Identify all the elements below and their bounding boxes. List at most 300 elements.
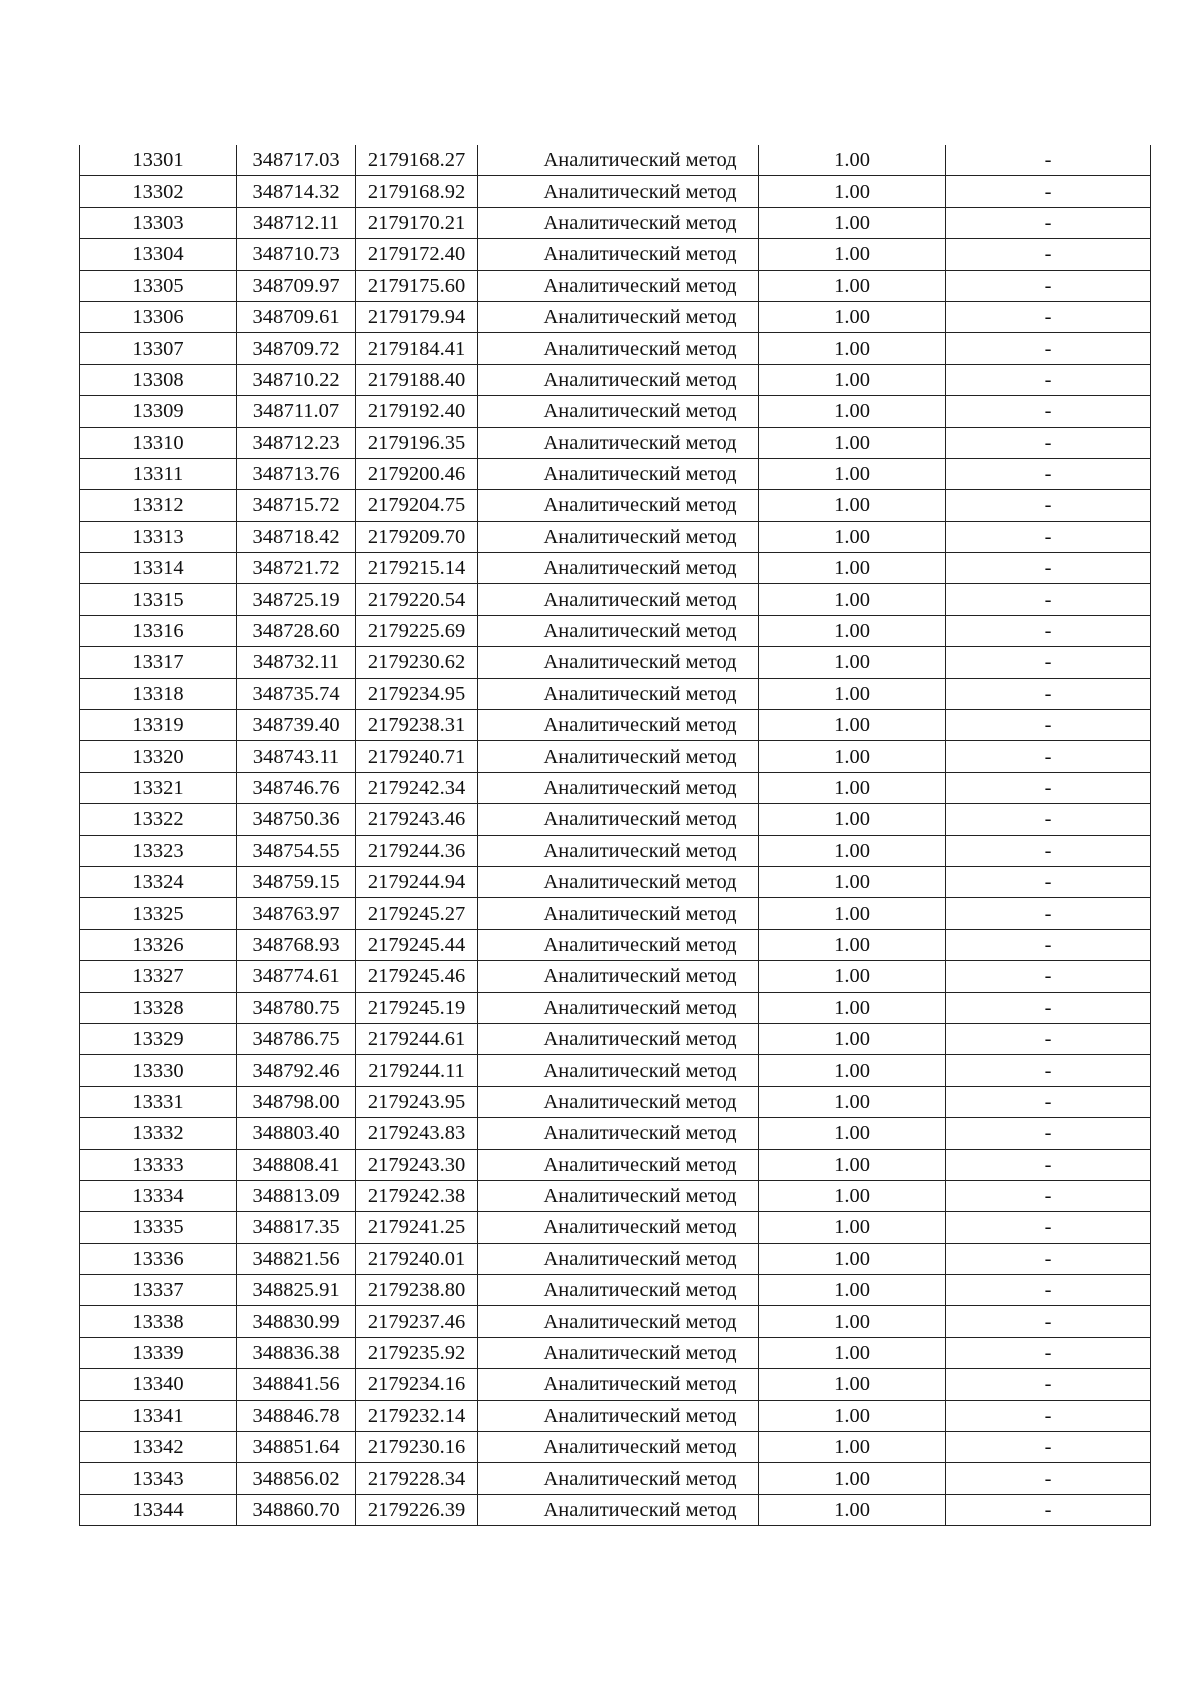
description-cell: - [946,1149,1151,1180]
point-number-cell: 13309 [80,396,237,427]
y-coordinate-cell: 2179242.38 [356,1180,478,1211]
table-row [80,710,1151,741]
accuracy-cell: 1.00 [759,176,946,207]
accuracy-cell: 1.00 [759,647,946,678]
x-coordinate-cell: 348860.70 [237,1494,356,1525]
accuracy-cell: 1.00 [759,1306,946,1337]
x-coordinate-cell: 348710.22 [237,364,356,395]
y-coordinate-cell: 2179241.25 [356,1212,478,1243]
accuracy-cell: 1.00 [759,1432,946,1463]
description-cell: - [946,207,1151,238]
y-coordinate-cell: 2179168.27 [356,145,478,176]
table-row [80,678,1151,709]
point-number-cell: 13303 [80,207,237,238]
description-cell: - [946,992,1151,1023]
table-row [80,584,1151,615]
table-row [80,647,1151,678]
accuracy-cell: 1.00 [759,270,946,301]
table-row [80,1118,1151,1149]
x-coordinate-cell: 348821.56 [237,1243,356,1274]
method-cell: Аналитический метод [478,961,759,992]
y-coordinate-cell: 2179220.54 [356,584,478,615]
method-cell: Аналитический метод [478,898,759,929]
y-coordinate-cell: 2179200.46 [356,458,478,489]
y-coordinate-cell: 2179245.44 [356,929,478,960]
accuracy-cell: 1.00 [759,1243,946,1274]
point-number-cell: 13311 [80,458,237,489]
accuracy-cell: 1.00 [759,239,946,270]
point-number-cell: 13342 [80,1432,237,1463]
x-coordinate-cell: 348792.46 [237,1055,356,1086]
point-number-cell: 13301 [80,145,237,176]
y-coordinate-cell: 2179245.19 [356,992,478,1023]
accuracy-cell: 1.00 [759,961,946,992]
x-coordinate-cell: 348725.19 [237,584,356,615]
point-number-cell: 13320 [80,741,237,772]
accuracy-cell: 1.00 [759,898,946,929]
accuracy-cell: 1.00 [759,333,946,364]
method-cell: Аналитический метод [478,521,759,552]
method-cell: Аналитический метод [478,239,759,270]
method-cell: Аналитический метод [478,1275,759,1306]
y-coordinate-cell: 2179184.41 [356,333,478,364]
table-row [80,396,1151,427]
method-cell: Аналитический метод [478,1180,759,1211]
x-coordinate-cell: 348851.64 [237,1432,356,1463]
method-cell: Аналитический метод [478,333,759,364]
x-coordinate-cell: 348728.60 [237,615,356,646]
point-number-cell: 13307 [80,333,237,364]
description-cell: - [946,1055,1151,1086]
x-coordinate-cell: 348808.41 [237,1149,356,1180]
table-row [80,270,1151,301]
description-cell: - [946,1432,1151,1463]
y-coordinate-cell: 2179188.40 [356,364,478,395]
table-row [80,992,1151,1023]
accuracy-cell: 1.00 [759,1118,946,1149]
point-number-cell: 13321 [80,772,237,803]
point-number-cell: 13323 [80,835,237,866]
description-cell: - [946,553,1151,584]
description-cell: - [946,145,1151,176]
description-cell: - [946,898,1151,929]
method-cell: Аналитический метод [478,270,759,301]
description-cell: - [946,615,1151,646]
y-coordinate-cell: 2179244.36 [356,835,478,866]
x-coordinate-cell: 348856.02 [237,1463,356,1494]
description-cell: - [946,458,1151,489]
table-row [80,835,1151,866]
x-coordinate-cell: 348712.11 [237,207,356,238]
y-coordinate-cell: 2179245.27 [356,898,478,929]
x-coordinate-cell: 348825.91 [237,1275,356,1306]
x-coordinate-cell: 348712.23 [237,427,356,458]
y-coordinate-cell: 2179234.95 [356,678,478,709]
point-number-cell: 13318 [80,678,237,709]
method-cell: Аналитический метод [478,396,759,427]
x-coordinate-cell: 348709.61 [237,301,356,332]
y-coordinate-cell: 2179175.60 [356,270,478,301]
description-cell: - [946,239,1151,270]
accuracy-cell: 1.00 [759,710,946,741]
y-coordinate-cell: 2179240.01 [356,1243,478,1274]
description-cell: - [946,490,1151,521]
accuracy-cell: 1.00 [759,396,946,427]
y-coordinate-cell: 2179228.34 [356,1463,478,1494]
table-row [80,364,1151,395]
x-coordinate-cell: 348768.93 [237,929,356,960]
description-cell: - [946,364,1151,395]
table-row [80,1243,1151,1274]
description-cell: - [946,396,1151,427]
x-coordinate-cell: 348714.32 [237,176,356,207]
accuracy-cell: 1.00 [759,364,946,395]
y-coordinate-cell: 2179234.16 [356,1369,478,1400]
point-number-cell: 13314 [80,553,237,584]
y-coordinate-cell: 2179235.92 [356,1337,478,1368]
accuracy-cell: 1.00 [759,584,946,615]
point-number-cell: 13332 [80,1118,237,1149]
table-row [80,1180,1151,1211]
accuracy-cell: 1.00 [759,145,946,176]
table-row [80,898,1151,929]
accuracy-cell: 1.00 [759,678,946,709]
accuracy-cell: 1.00 [759,301,946,332]
accuracy-cell: 1.00 [759,929,946,960]
table-row [80,427,1151,458]
table-row [80,333,1151,364]
method-cell: Аналитический метод [478,1118,759,1149]
x-coordinate-cell: 348817.35 [237,1212,356,1243]
accuracy-cell: 1.00 [759,741,946,772]
y-coordinate-cell: 2179238.31 [356,710,478,741]
method-cell: Аналитический метод [478,458,759,489]
table-row [80,741,1151,772]
accuracy-cell: 1.00 [759,553,946,584]
description-cell: - [946,1400,1151,1431]
point-number-cell: 13304 [80,239,237,270]
accuracy-cell: 1.00 [759,521,946,552]
point-number-cell: 13339 [80,1337,237,1368]
point-number-cell: 13326 [80,929,237,960]
point-number-cell: 13316 [80,615,237,646]
method-cell: Аналитический метод [478,678,759,709]
table-row [80,521,1151,552]
table-row [80,1275,1151,1306]
y-coordinate-cell: 2179204.75 [356,490,478,521]
y-coordinate-cell: 2179225.69 [356,615,478,646]
y-coordinate-cell: 2179179.94 [356,301,478,332]
x-coordinate-cell: 348721.72 [237,553,356,584]
point-number-cell: 13335 [80,1212,237,1243]
description-cell: - [946,1243,1151,1274]
method-cell: Аналитический метод [478,584,759,615]
method-cell: Аналитический метод [478,1055,759,1086]
y-coordinate-cell: 2179243.83 [356,1118,478,1149]
description-cell: - [946,741,1151,772]
x-coordinate-cell: 348718.42 [237,521,356,552]
accuracy-cell: 1.00 [759,772,946,803]
method-cell: Аналитический метод [478,1494,759,1525]
y-coordinate-cell: 2179172.40 [356,239,478,270]
x-coordinate-cell: 348754.55 [237,835,356,866]
point-number-cell: 13305 [80,270,237,301]
point-number-cell: 13341 [80,1400,237,1431]
description-cell: - [946,333,1151,364]
y-coordinate-cell: 2179245.46 [356,961,478,992]
table-row [80,929,1151,960]
x-coordinate-cell: 348717.03 [237,145,356,176]
point-number-cell: 13306 [80,301,237,332]
table-row [80,239,1151,270]
description-cell: - [946,1086,1151,1117]
table-row [80,301,1151,332]
x-coordinate-cell: 348830.99 [237,1306,356,1337]
accuracy-cell: 1.00 [759,835,946,866]
table-row [80,772,1151,803]
table-row [80,207,1151,238]
accuracy-cell: 1.00 [759,1369,946,1400]
description-cell: - [946,584,1151,615]
description-cell: - [946,1212,1151,1243]
point-number-cell: 13330 [80,1055,237,1086]
method-cell: Аналитический метод [478,647,759,678]
description-cell: - [946,772,1151,803]
y-coordinate-cell: 2179168.92 [356,176,478,207]
accuracy-cell: 1.00 [759,1212,946,1243]
accuracy-cell: 1.00 [759,490,946,521]
table-row [80,1337,1151,1368]
point-number-cell: 13324 [80,866,237,897]
y-coordinate-cell: 2179244.11 [356,1055,478,1086]
accuracy-cell: 1.00 [759,992,946,1023]
description-cell: - [946,835,1151,866]
table-row [80,490,1151,521]
accuracy-cell: 1.00 [759,1055,946,1086]
method-cell: Аналитический метод [478,1086,759,1117]
accuracy-cell: 1.00 [759,1494,946,1525]
x-coordinate-cell: 348732.11 [237,647,356,678]
point-number-cell: 13338 [80,1306,237,1337]
description-cell: - [946,804,1151,835]
table-row [80,804,1151,835]
table-row [80,458,1151,489]
description-cell: - [946,1023,1151,1054]
y-coordinate-cell: 2179226.39 [356,1494,478,1525]
accuracy-cell: 1.00 [759,615,946,646]
method-cell: Аналитический метод [478,1463,759,1494]
table-row [80,1149,1151,1180]
point-number-cell: 13308 [80,364,237,395]
accuracy-cell: 1.00 [759,804,946,835]
accuracy-cell: 1.00 [759,207,946,238]
method-cell: Аналитический метод [478,929,759,960]
point-number-cell: 13328 [80,992,237,1023]
point-number-cell: 13337 [80,1275,237,1306]
point-number-cell: 13327 [80,961,237,992]
accuracy-cell: 1.00 [759,1023,946,1054]
method-cell: Аналитический метод [478,427,759,458]
y-coordinate-cell: 2179243.30 [356,1149,478,1180]
description-cell: - [946,929,1151,960]
point-number-cell: 13315 [80,584,237,615]
table-row [80,615,1151,646]
method-cell: Аналитический метод [478,145,759,176]
point-number-cell: 13344 [80,1494,237,1525]
accuracy-cell: 1.00 [759,1337,946,1368]
method-cell: Аналитический метод [478,710,759,741]
y-coordinate-cell: 2179209.70 [356,521,478,552]
table-row [80,866,1151,897]
point-number-cell: 13312 [80,490,237,521]
y-coordinate-cell: 2179243.95 [356,1086,478,1117]
y-coordinate-cell: 2179238.80 [356,1275,478,1306]
accuracy-cell: 1.00 [759,1400,946,1431]
method-cell: Аналитический метод [478,741,759,772]
accuracy-cell: 1.00 [759,1086,946,1117]
x-coordinate-cell: 348759.15 [237,866,356,897]
x-coordinate-cell: 348798.00 [237,1086,356,1117]
y-coordinate-cell: 2179170.21 [356,207,478,238]
description-cell: - [946,176,1151,207]
method-cell: Аналитический метод [478,1243,759,1274]
x-coordinate-cell: 348746.76 [237,772,356,803]
x-coordinate-cell: 348841.56 [237,1369,356,1400]
description-cell: - [946,961,1151,992]
y-coordinate-cell: 2179230.16 [356,1432,478,1463]
method-cell: Аналитический метод [478,490,759,521]
description-cell: - [946,1337,1151,1368]
y-coordinate-cell: 2179215.14 [356,553,478,584]
table-row [80,1306,1151,1337]
point-number-cell: 13322 [80,804,237,835]
method-cell: Аналитический метод [478,364,759,395]
y-coordinate-cell: 2179237.46 [356,1306,478,1337]
description-cell: - [946,521,1151,552]
point-number-cell: 13317 [80,647,237,678]
point-number-cell: 13329 [80,1023,237,1054]
method-cell: Аналитический метод [478,1306,759,1337]
table-row [80,1494,1151,1525]
y-coordinate-cell: 2179242.34 [356,772,478,803]
x-coordinate-cell: 348803.40 [237,1118,356,1149]
x-coordinate-cell: 348846.78 [237,1400,356,1431]
method-cell: Аналитический метод [478,1149,759,1180]
accuracy-cell: 1.00 [759,1149,946,1180]
table-row [80,1432,1151,1463]
y-coordinate-cell: 2179232.14 [356,1400,478,1431]
x-coordinate-cell: 348786.75 [237,1023,356,1054]
table-row [80,1055,1151,1086]
point-number-cell: 13302 [80,176,237,207]
accuracy-cell: 1.00 [759,427,946,458]
description-cell: - [946,1369,1151,1400]
method-cell: Аналитический метод [478,1212,759,1243]
coordinates-table-body [80,145,1151,1526]
accuracy-cell: 1.00 [759,866,946,897]
coordinates-table [79,145,1151,1526]
description-cell: - [946,647,1151,678]
method-cell: Аналитический метод [478,553,759,584]
description-cell: - [946,710,1151,741]
x-coordinate-cell: 348711.07 [237,396,356,427]
table-row [80,1023,1151,1054]
y-coordinate-cell: 2179196.35 [356,427,478,458]
point-number-cell: 13331 [80,1086,237,1117]
method-cell: Аналитический метод [478,1400,759,1431]
point-number-cell: 13325 [80,898,237,929]
table-row [80,1463,1151,1494]
x-coordinate-cell: 348739.40 [237,710,356,741]
description-cell: - [946,1118,1151,1149]
point-number-cell: 13340 [80,1369,237,1400]
table-row [80,1400,1151,1431]
method-cell: Аналитический метод [478,772,759,803]
point-number-cell: 13333 [80,1149,237,1180]
description-cell: - [946,427,1151,458]
description-cell: - [946,301,1151,332]
method-cell: Аналитический метод [478,301,759,332]
point-number-cell: 13313 [80,521,237,552]
point-number-cell: 13336 [80,1243,237,1274]
method-cell: Аналитический метод [478,835,759,866]
method-cell: Аналитический метод [478,1369,759,1400]
table-row [80,176,1151,207]
method-cell: Аналитический метод [478,176,759,207]
description-cell: - [946,1494,1151,1525]
description-cell: - [946,678,1151,709]
x-coordinate-cell: 348709.97 [237,270,356,301]
y-coordinate-cell: 2179244.61 [356,1023,478,1054]
table-row [80,145,1151,176]
method-cell: Аналитический метод [478,615,759,646]
description-cell: - [946,1306,1151,1337]
x-coordinate-cell: 348836.38 [237,1337,356,1368]
x-coordinate-cell: 348735.74 [237,678,356,709]
table-row [80,553,1151,584]
point-number-cell: 13334 [80,1180,237,1211]
x-coordinate-cell: 348715.72 [237,490,356,521]
accuracy-cell: 1.00 [759,1463,946,1494]
y-coordinate-cell: 2179192.40 [356,396,478,427]
method-cell: Аналитический метод [478,992,759,1023]
description-cell: - [946,866,1151,897]
table-row [80,1086,1151,1117]
accuracy-cell: 1.00 [759,1180,946,1211]
point-number-cell: 13319 [80,710,237,741]
description-cell: - [946,1275,1151,1306]
method-cell: Аналитический метод [478,804,759,835]
x-coordinate-cell: 348709.72 [237,333,356,364]
table-row [80,1369,1151,1400]
accuracy-cell: 1.00 [759,458,946,489]
x-coordinate-cell: 348763.97 [237,898,356,929]
x-coordinate-cell: 348750.36 [237,804,356,835]
x-coordinate-cell: 348813.09 [237,1180,356,1211]
y-coordinate-cell: 2179230.62 [356,647,478,678]
description-cell: - [946,1463,1151,1494]
y-coordinate-cell: 2179243.46 [356,804,478,835]
x-coordinate-cell: 348780.75 [237,992,356,1023]
table-row [80,1212,1151,1243]
x-coordinate-cell: 348774.61 [237,961,356,992]
description-cell: - [946,270,1151,301]
point-number-cell: 13310 [80,427,237,458]
y-coordinate-cell: 2179244.94 [356,866,478,897]
y-coordinate-cell: 2179240.71 [356,741,478,772]
method-cell: Аналитический метод [478,207,759,238]
table-row [80,961,1151,992]
